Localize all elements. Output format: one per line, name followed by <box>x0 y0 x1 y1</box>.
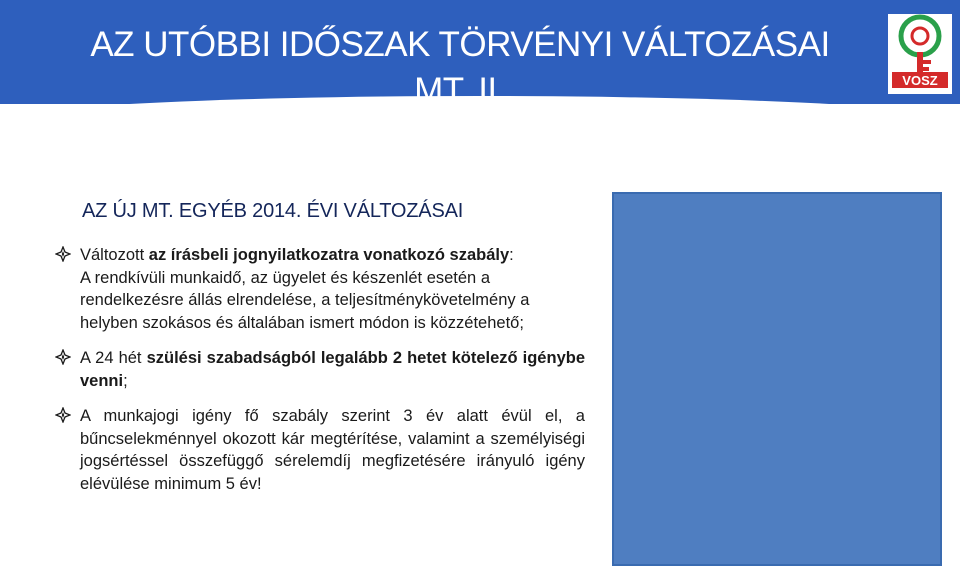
logo-text: VOSZ <box>902 73 938 88</box>
diamond-bullet-icon <box>55 246 71 262</box>
bullet-item-3 <box>55 405 585 495</box>
bullet-list <box>55 244 585 508</box>
bullet-1-bold: az írásbeli jognyilatkozatra vonatkozó szabály <box>148 246 510 264</box>
image-placeholder-panel <box>612 192 942 566</box>
bullet-1-colon: : <box>509 246 514 264</box>
bullet-2-semicolon: ; <box>123 371 128 390</box>
bullet-1-body: A rendkívüli munkaidő, az ügyelet és készenlét esetén a rendelkezésre állás elrendelése, a teljesítménykövetelmény a helyben szokásos és általában ismert módon is közzétehető; <box>80 268 530 332</box>
section-subtitle: AZ ÚJ MT. EGYÉB 2014. ÉVI VÁLTOZÁSAI <box>82 200 464 222</box>
bullet-item-1 <box>55 244 585 334</box>
vosz-logo <box>888 14 952 94</box>
key-logo-icon <box>888 14 952 94</box>
bullet-item-2 <box>55 347 585 392</box>
diamond-bullet-icon <box>55 349 71 365</box>
bullet-2-lead: A 24 hét <box>80 349 147 367</box>
title-line-1: AZ UTÓBBI IDŐSZAK TÖRVÉNYI VÁLTOZÁSAI <box>90 25 830 64</box>
bullet-3-text: A munkajogi igény fő szabály szerint 3 év alatt évül el, a bűncselekménnyel okozott kár megtérítése, valamint a személyiségi jogsértéssel összefüggő sérelemdíj megfizetésére irányuló igény elévülése minimum 5 év! <box>80 407 585 493</box>
title-line-2: MT. II. <box>414 71 506 110</box>
bullet-1-lead: Változott <box>80 246 149 264</box>
page-title <box>30 22 890 114</box>
diamond-bullet-icon <box>55 407 71 423</box>
bullet-2-bold: szülési szabadságból legalább 2 hetet kötelező igénybe venni <box>80 349 585 390</box>
